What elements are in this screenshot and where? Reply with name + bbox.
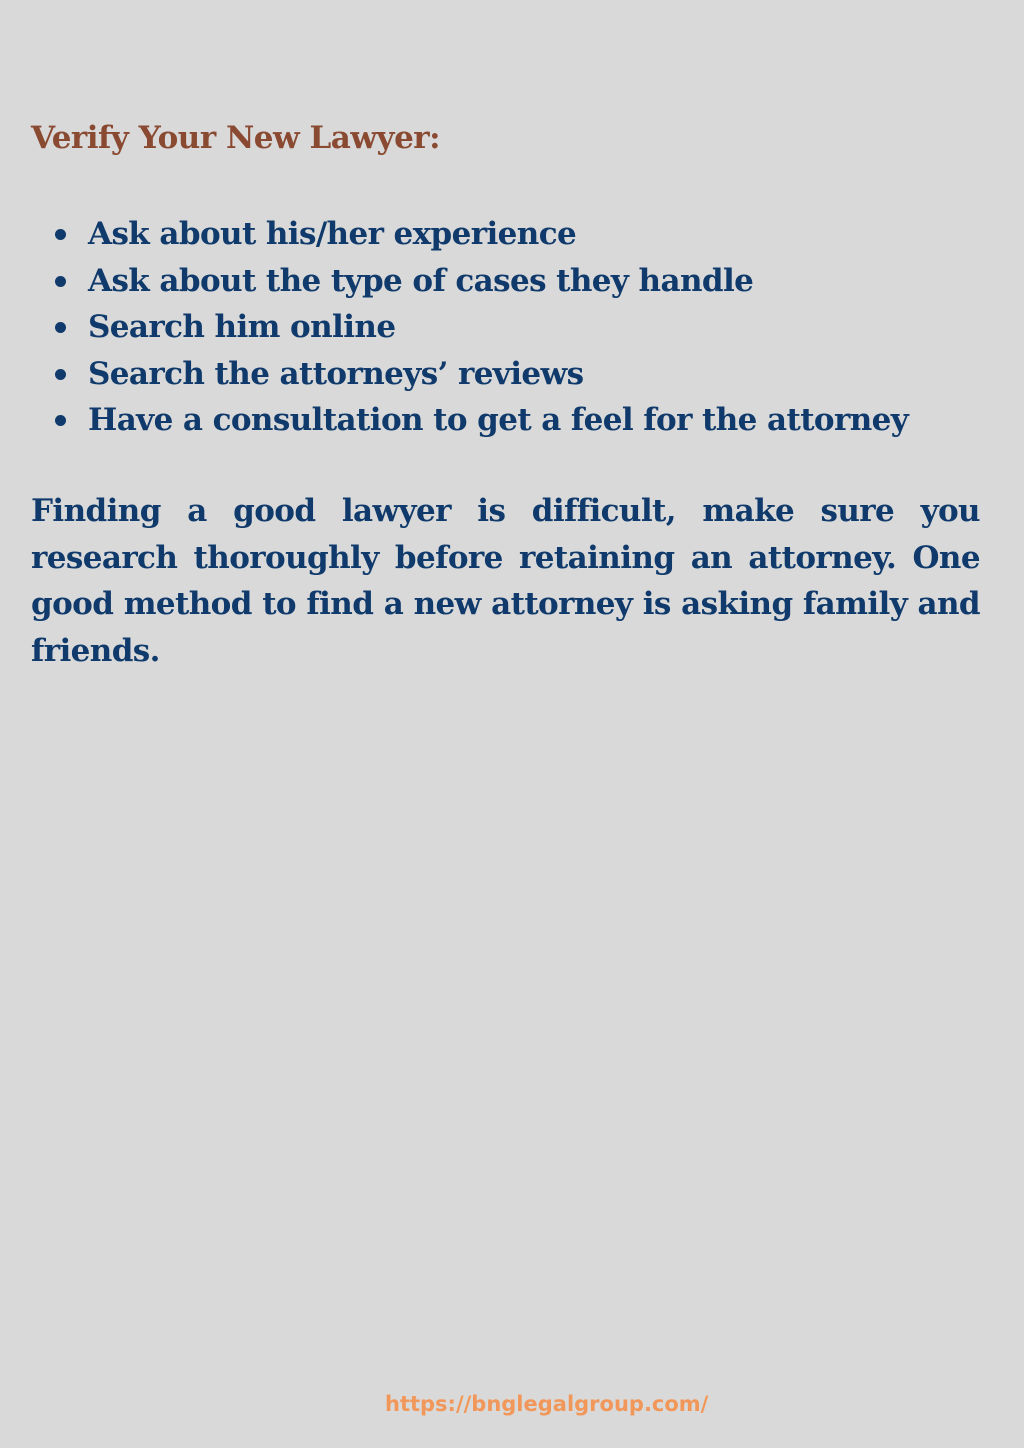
website-link[interactable]: https://bnglegalgroup.com/ [385,1392,709,1416]
bullet-icon [55,229,66,240]
body-paragraph: Finding a good lawyer is difficult, make sure you research thoroughly before retaining an attorney. One good method to find a new attorney is asking family and friends. [31,493,980,669]
list-item-text: Search him online [88,309,396,345]
list-item-text: Search the attorneys’ reviews [88,355,584,392]
verification-checklist [52,211,908,444]
list-item [52,211,908,258]
bullet-icon [55,322,66,333]
bullet-icon [55,415,66,426]
list-item-text: Ask about the type of cases they handle [88,262,754,299]
list-item [52,351,908,398]
list-item-text: Ask about his/her experience [88,216,577,252]
list-item-text: Have a consultation to get a feel for the attorney [88,402,909,438]
list-item [52,258,908,305]
bullet-icon [55,369,66,380]
list-item [52,304,908,351]
bullet-icon [55,276,66,287]
section-heading: Verify Your New Lawyer: [31,120,441,156]
list-item [52,397,908,444]
